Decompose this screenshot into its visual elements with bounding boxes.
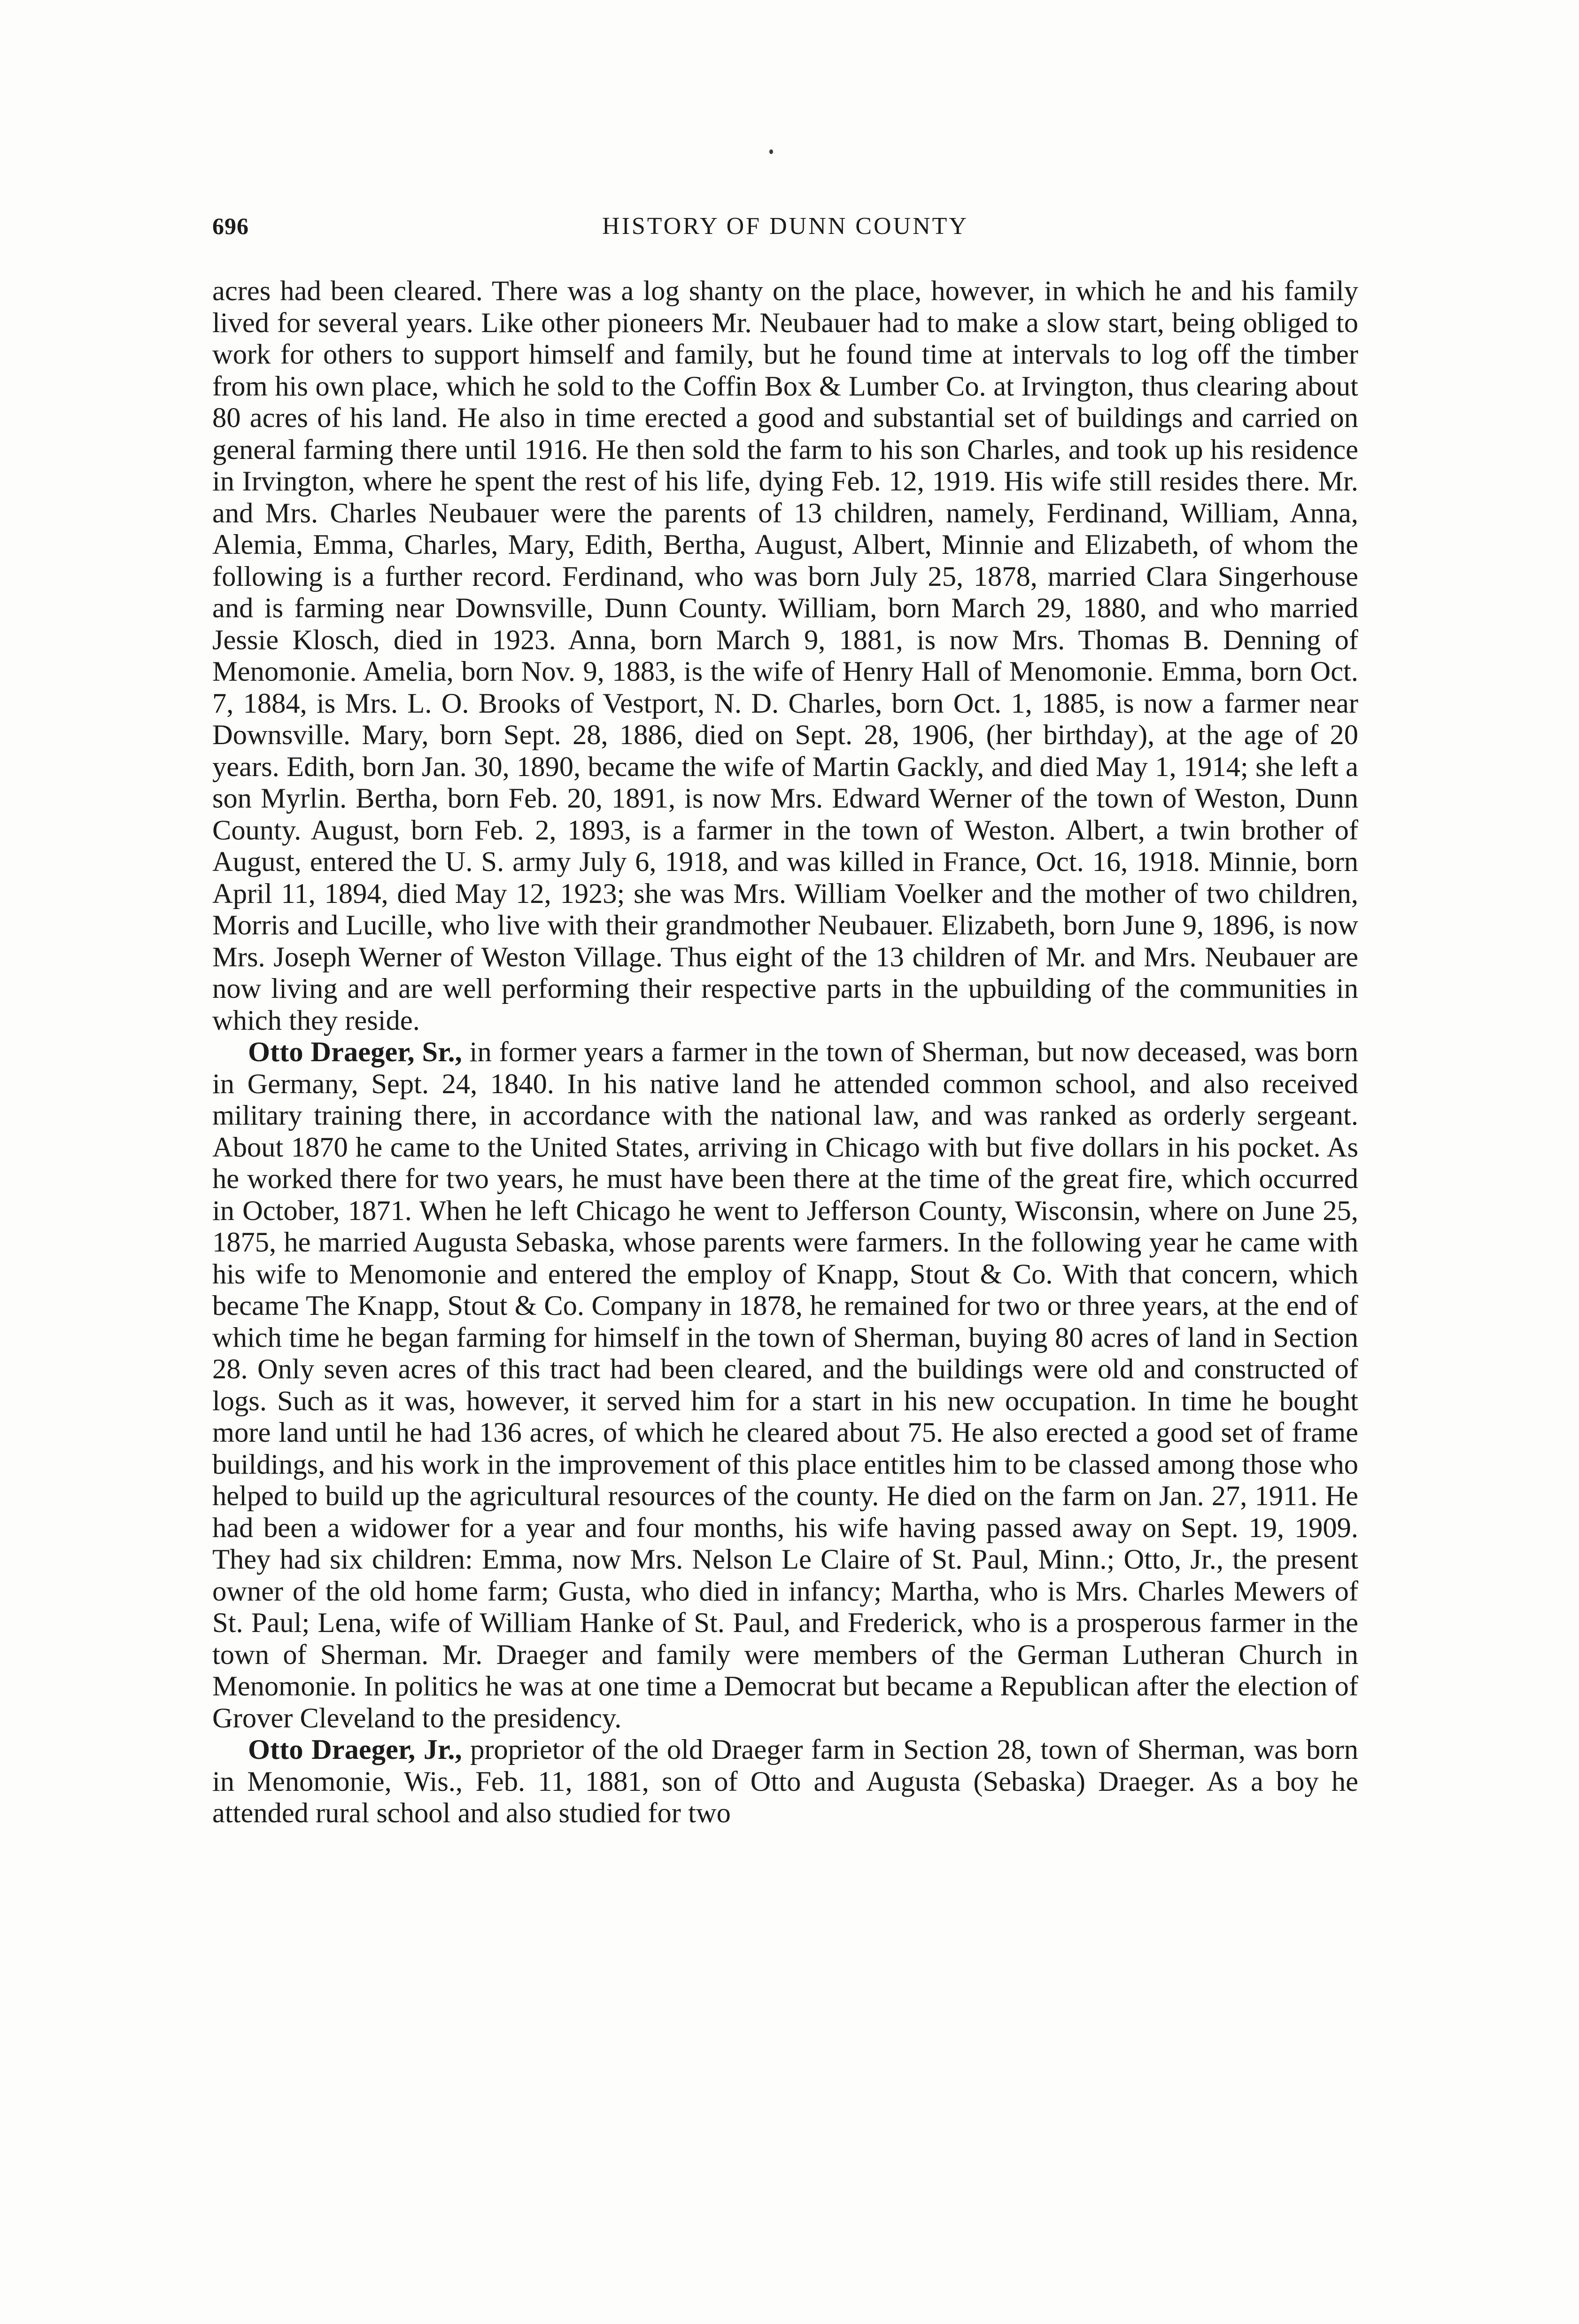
paragraph-text: in former years a farmer in the town of Sherman, but now deceased, was born in Germany, Sept. 24, 1840. In his native land he attended common school, and also received military training there, in accordance with the national law, and was ranked as orderly sergeant. About 1870 he came to the United States, arriving in Chicago with but five dollars in his pocket. As he worked there for two years, he must have been there at the time of the great fire, which occurred in October, 1871. When he left Chicago he went to Jefferson County, Wisconsin, where on June 25, 1875, he married Augusta Sebaska, whose parents were farmers. In the following year he came with his wife to Menomonie and entered the employ of Knapp, Stout & Co. With that concern, which became The Knapp, Stout & Co. Company in 1878, he remained for two or three years, at the end of which time he began farming for himself in the town of Sherman, buying 80 acres of land in Section 28. Only seven acres of this tract had been cleared, and the buildings were old and constructed of logs. Such as it was, however, it served him for a start in his new occupation. In time he bought more land until he had 136 acres, of which he cleared about 75. He also erected a good set of frame buildings, and his work in the improvement of this place entitles him to be classed among those who helped to build up the agricultural resources of the county. He died on the farm on Jan. 27, 1911. He had been a widower for a year and four months, his wife having passed away on Sept. 19, 1909. They had six children: Emma, now Mrs. Nelson Le Claire of St. Paul, Minn.; Otto, Jr., the present owner of the old home farm; Gusta, who died in infancy; Martha, who is Mrs. Charles Mewers of St. Paul; Lena, wife of William Hanke of St. Paul, and Frederick, who is a prosperous farmer in the town of Sherman. Mr. Draeger and family were members of the German Lutheran Church in Menomonie. In politics he was at one time a Democrat but became a Republican after the election of Grover Cleveland to the presidency. xyxy=(212,1036,1358,1734)
page-header xyxy=(212,212,1358,250)
biography-name: Otto Draeger, Sr., xyxy=(248,1036,462,1068)
paragraph-text: acres had been cleared. There was a log shanty on the place, however, in which he and his family lived for several years. Like other pioneers Mr. Neubauer had to make a slow start, being obliged to work for others to support himself and family, but he found time at intervals to log off the timber from his own place, which he sold to the Coffin Box & Lumber Co. at Irvington, thus clearing about 80 acres of his land. He also in time erected a good and substantial set of buildings and carried on general farming there until 1916. He then sold the farm to his son Charles, and took up his residence in Irvington, where he spent the rest of his life, dying Feb. 12, 1919. His wife still resides there. Mr. and Mrs. Charles Neubauer were the parents of 13 children, namely, Ferdinand, William, Anna, Alemia, Emma, Charles, Mary, Edith, Bertha, August, Albert, Minnie and Elizabeth, of whom the following is a further record. Ferdinand, who was born July 25, 1878, married Clara Singerhouse and is farming near Downsville, Dunn County. William, born March 29, 1880, and who married Jessie Klosch, died in 1923. Anna, born March 9, 1881, is now Mrs. Thomas B. Denning of Menomonie. Amelia, born Nov. 9, 1883, is the wife of Henry Hall of Menomonie. Emma, born Oct. 7, 1884, is Mrs. L. O. Brooks of Vestport, N. D. Charles, born Oct. 1, 1885, is now a farmer near Downsville. Mary, born Sept. 28, 1886, died on Sept. 28, 1906, (her birthday), at the age of 20 years. Edith, born Jan. 30, 1890, became the wife of Martin Gackly, and died May 1, 1914; she left a son Myrlin. Bertha, born Feb. 20, 1891, is now Mrs. Edward Werner of the town of Weston, Dunn County. August, born Feb. 2, 1893, is a farmer in the town of Weston. Albert, a twin brother of August, entered the U. S. army July 6, 1918, and was killed in France, Oct. 16, 1918. Minnie, born April 11, 1894, died May 12, 1923; she was Mrs. William Voelker and the mother of two children, Morris and Lucille, who live with their grandmother Neubauer. Elizabeth, born June 9, 1896, is now Mrs. Joseph Werner of Weston Village. Thus eight of the 13 children of Mr. and Mrs. Neubauer are now living and are well performing their respective parts in the upbuilding of the communities in which they reside. xyxy=(212,275,1358,1036)
paragraph-text: proprietor of the old Draeger farm in Section 28, town of Sherman, was born in Menomonie, Wis., Feb. 11, 1881, son of Otto and Augusta (Sebaska) Draeger. As a boy he attended rural school and also studied for two xyxy=(212,1734,1359,1829)
biography-name: Otto Draeger, Jr., xyxy=(248,1734,462,1765)
paragraph-neubauer-continued xyxy=(212,275,1358,1036)
body-text xyxy=(212,275,1358,1829)
page-number: 696 xyxy=(212,213,249,239)
running-head: HISTORY OF DUNN COUNTY xyxy=(602,213,968,240)
scan-speck xyxy=(769,149,773,154)
paragraph-otto-draeger-sr xyxy=(212,1036,1358,1734)
paragraph-otto-draeger-jr xyxy=(212,1734,1358,1829)
